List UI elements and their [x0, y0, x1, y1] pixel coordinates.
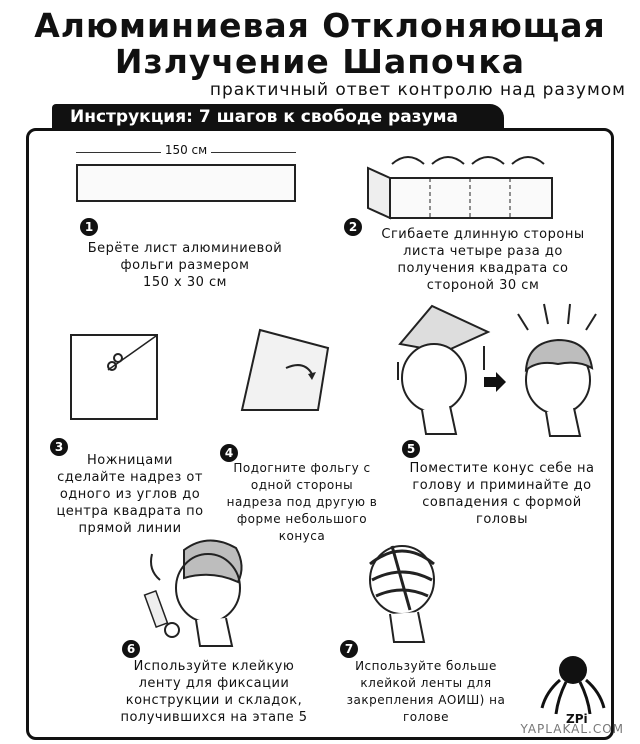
- step-7-number: 7: [340, 640, 358, 658]
- arrow-right-icon: [484, 372, 506, 392]
- step-3-number: 3: [50, 438, 68, 456]
- step-1-text: Берёте лист алюминиевой фольги размером 150 х 30 см: [87, 241, 283, 290]
- head-with-pressed-foil-illustration: [508, 304, 604, 438]
- cone-fold-illustration: [238, 330, 330, 414]
- watermark: YAPLAKAL.COM: [520, 722, 624, 736]
- step-6-text: Используйте клейкую ленту для фиксации конструкции и складок, получившихся на этапе 5: [120, 659, 308, 725]
- logo-text: ZPi: [566, 712, 588, 726]
- instruction-banner: Инструкция: 7 шагов к свободе разума: [52, 104, 504, 130]
- step-4-text: Подогните фольгу с одной стороны надреза под другую в форме небольшого конуса: [226, 461, 378, 543]
- step-5-number: 5: [402, 440, 420, 458]
- title-line-2: Излучение Шапочка: [114, 42, 526, 81]
- dimension-label: 150 см: [76, 143, 296, 157]
- step-7-text: Используйте больше клейкой ленты для закрепления АОИШ) на голове: [346, 659, 506, 724]
- step-5-text: Поместите конус себе на голову и приминайте до совпадения с формой головы: [409, 461, 595, 527]
- scissors-cut-illustration: [96, 336, 158, 380]
- title-line-1: Алюминиевая Отклоняющая: [34, 6, 606, 45]
- folded-strip-illustration: [368, 150, 558, 222]
- octopus-logo-icon: [538, 648, 608, 718]
- subtitle: практичный ответ контролю над разумом: [209, 80, 626, 100]
- step-4-number: 4: [220, 444, 238, 462]
- step-3-text: Ножницами сделайте надрез от одного из углов до центра квадрата по прямой линии: [56, 453, 204, 536]
- step-2-text: Сгибаете длинную стороны листа четыре раза до получения квадрата со стороной 30 см: [381, 227, 585, 293]
- step-1-number: 1: [80, 218, 98, 236]
- foil-strip-illustration: [76, 164, 296, 202]
- head-with-cone-illustration: [392, 306, 496, 436]
- step-6-number: 6: [122, 640, 140, 658]
- step-2-number: 2: [344, 218, 362, 236]
